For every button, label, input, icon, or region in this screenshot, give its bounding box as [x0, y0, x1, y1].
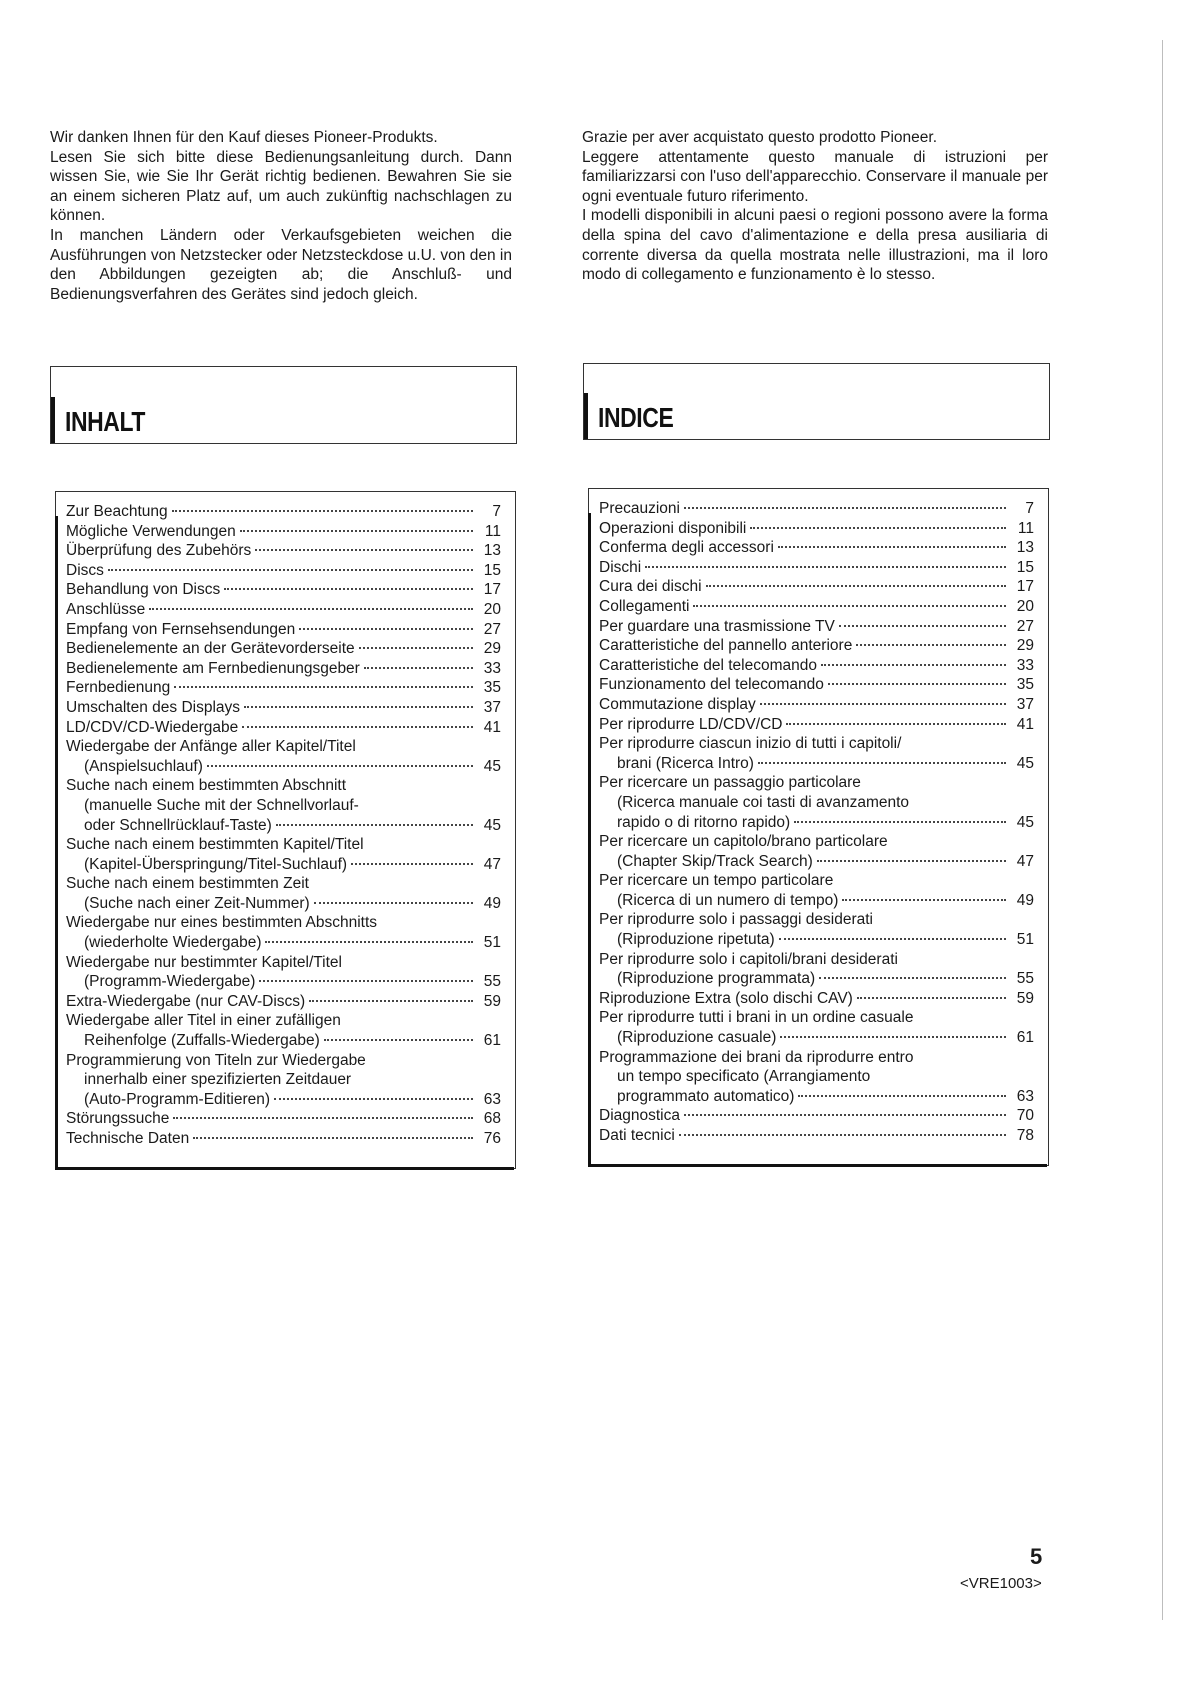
- toc-entry-title: rapido o di ritorno rapido): [617, 813, 791, 831]
- toc-entry-title: Per ricercare un capitolo/brano particolare: [599, 833, 888, 851]
- toc-page-number: 55: [483, 973, 501, 991]
- toc-entry-title: Per ricercare un tempo particolare: [599, 872, 834, 890]
- toc-page-number: 47: [1016, 852, 1034, 870]
- toc-entry-row: [66, 992, 501, 1012]
- toc-entry[interactable]: [599, 715, 1034, 735]
- toc-entry-title: Caratteristiche del pannello anteriore: [599, 637, 853, 655]
- toc-entry-title: oder Schnellrücklauf-Taste): [84, 816, 272, 834]
- toc-entry[interactable]: [599, 832, 1034, 871]
- toc-entry-title: Conferma degli accessori: [599, 539, 774, 557]
- toc-entry-title: brani (Ricerca Intro): [617, 754, 754, 772]
- toc-entry-row: [599, 969, 1034, 989]
- toc-page-number: 55: [1016, 970, 1034, 988]
- toc-page-number: 20: [1016, 597, 1034, 615]
- toc-entry-row: [66, 698, 501, 718]
- toc-page-number: 20: [483, 600, 501, 618]
- dot-leader: [817, 860, 1006, 862]
- toc-entry-title: Technische Daten: [66, 1130, 190, 1147]
- toc-entry[interactable]: [599, 499, 1034, 519]
- toc-entry-title: un tempo specificato (Arrangiamento: [617, 1068, 871, 1086]
- toc-entry-row: [66, 816, 501, 836]
- toc-shadow-horizontal: [55, 1167, 514, 1170]
- toc-entry-title: Programmierung von Titeln zur Wiedergabe: [66, 1051, 366, 1069]
- toc-page-number: 49: [483, 894, 501, 912]
- toc-entry-title: Suche nach einem bestimmten Abschnitt: [66, 777, 347, 795]
- toc-entry-row: [599, 597, 1034, 617]
- toc-page-number: 33: [483, 659, 501, 677]
- toc-list: [599, 499, 1034, 1146]
- toc-entry[interactable]: [599, 577, 1034, 597]
- toc-entry-title: Per riprodurre ciascun inizio di tutti i capitoli/: [599, 735, 902, 753]
- toc-entry-title: Per riprodurre solo i passaggi desiderati: [599, 911, 873, 929]
- intro-paragraph: I modelli disponibili in alcuni paesi o regioni possono avere la forma della spina del cavo d'alimentazione e della presa ausiliaria di corrente diversa da quella mostrata nelle illustrazioni, ma il loro modo di collegamento e funzionamento è lo stesso.: [582, 207, 1048, 284]
- toc-entry-row: [66, 1129, 501, 1149]
- dot-leader: [684, 507, 1006, 509]
- toc-entry-title: Discs: [66, 561, 104, 579]
- toc-shadow-vertical: [55, 516, 58, 1168]
- dot-leader: [324, 1039, 473, 1041]
- toc-entry[interactable]: [66, 953, 501, 992]
- toc-entry-row: [66, 502, 501, 522]
- dot-leader: [750, 527, 1006, 529]
- dot-leader: [255, 549, 473, 551]
- toc-entry-title: Precauzioni: [599, 500, 680, 517]
- toc-entry-title: Extra-Wiedergabe (nur CAV-Discs): [66, 992, 306, 1010]
- toc-entry-title: (Anspielsuchlauf): [84, 757, 203, 775]
- toc-page-number: 27: [483, 620, 501, 638]
- intro-italian: [582, 128, 1048, 285]
- toc-entry-row: [66, 1109, 501, 1129]
- toc-entry[interactable]: [66, 639, 501, 659]
- toc-entry-title: Caratteristiche del telecomando: [599, 656, 817, 674]
- toc-entry-title: Funzionamento del telecomando: [599, 676, 824, 694]
- dot-leader: [274, 1098, 473, 1100]
- toc-entry-title: Programmazione dei brani da riprodurre entro: [599, 1048, 914, 1066]
- toc-entry-row: [599, 538, 1034, 558]
- intro-paragraph: Lesen Sie sich bitte diese Bedienungsanleitung durch. Dann wissen Sie, wie Sie Ihr Gerät richtig bedienen. Bewahren Sie sie an einem sicheren Platz auf, um auch zukünftig nachschlagen zu können.: [50, 148, 512, 225]
- toc-entry-row: [66, 757, 501, 777]
- toc-entry[interactable]: [66, 620, 501, 640]
- toc-entry-title: Überprüfung des Zubehörs: [66, 542, 252, 560]
- toc-entry-row: [66, 659, 501, 679]
- page-number: 5: [1030, 1544, 1043, 1569]
- toc-entry[interactable]: [599, 1126, 1034, 1146]
- toc-entry-title: (Auto-Programm-Editieren): [84, 1090, 271, 1108]
- toc-entry-title: (Riproduzione casuale): [617, 1029, 777, 1047]
- dot-leader: [778, 546, 1006, 548]
- toc-page-number: 15: [1016, 558, 1034, 576]
- toc-german: [55, 491, 516, 1169]
- dot-leader: [706, 585, 1006, 587]
- heading-box-indice: [583, 363, 1050, 440]
- toc-page-number: 45: [1016, 754, 1034, 772]
- toc-entry-row: [66, 522, 501, 542]
- toc-entry-title: Mögliche Verwendungen: [66, 522, 236, 540]
- toc-entry[interactable]: [66, 718, 501, 738]
- dot-leader: [798, 1095, 1006, 1097]
- toc-entry-title: Collegamenti: [599, 597, 690, 615]
- toc-entry-title: Zur Beachtung: [66, 503, 168, 520]
- toc-entry[interactable]: [66, 1109, 501, 1129]
- toc-entry[interactable]: [599, 656, 1034, 676]
- dot-leader: [794, 821, 1006, 823]
- dot-leader: [856, 644, 1006, 646]
- toc-shadow-horizontal: [588, 1164, 1047, 1167]
- dot-leader: [828, 683, 1006, 685]
- toc-entry[interactable]: [66, 502, 501, 522]
- toc-entry-title: Umschalten des Displays: [66, 698, 241, 716]
- toc-entry[interactable]: [599, 910, 1034, 949]
- toc-entry-title: (Riproduzione ripetuta): [617, 931, 775, 949]
- toc-entry[interactable]: [66, 913, 501, 952]
- toc-page-number: 29: [483, 640, 501, 658]
- toc-page-number: 7: [492, 503, 501, 520]
- toc-entry[interactable]: [66, 776, 501, 835]
- heading-box-inhalt: [50, 366, 517, 444]
- toc-entry-row: [66, 561, 501, 581]
- dot-leader: [645, 566, 1006, 568]
- toc-entry[interactable]: [599, 734, 1034, 773]
- dot-leader: [314, 902, 473, 904]
- dot-leader: [276, 824, 473, 826]
- intro-paragraph: Grazie per aver acquistato questo prodotto Pioneer.: [582, 129, 937, 146]
- toc-entry-row: [66, 972, 501, 992]
- toc-entry-title: Riproduzione Extra (solo dischi CAV): [599, 989, 853, 1007]
- dot-leader: [684, 1114, 1006, 1116]
- toc-entry-title: (Riproduzione programmata): [617, 970, 816, 988]
- dot-leader: [173, 1117, 473, 1119]
- dot-leader: [364, 667, 473, 669]
- intro-paragraph: Wir danken Ihnen für den Kauf dieses Pioneer-Produkts.: [50, 129, 438, 146]
- toc-entry[interactable]: [66, 541, 501, 561]
- heading-accent-bar: [51, 397, 55, 443]
- toc-entry-row: [599, 852, 1034, 872]
- toc-entry-title: Wiedergabe nur bestimmter Kapitel/Titel: [66, 953, 342, 971]
- toc-entry-title: Wiedergabe nur eines bestimmten Abschnitts: [66, 914, 378, 932]
- toc-entry-row: [599, 754, 1034, 774]
- toc-entry[interactable]: [599, 989, 1034, 1009]
- toc-entry-title: innerhalb einer spezifizierten Zeitdauer: [84, 1071, 352, 1089]
- toc-entry[interactable]: [599, 558, 1034, 578]
- dot-leader: [779, 938, 1006, 940]
- toc-page-number: 41: [483, 718, 501, 736]
- toc-entry-row: [66, 541, 501, 561]
- dot-leader: [786, 723, 1006, 725]
- dot-leader: [842, 899, 1006, 901]
- toc-entry-row: [599, 1126, 1034, 1146]
- toc-entry-row: [66, 620, 501, 640]
- toc-page-number: 63: [1016, 1087, 1034, 1105]
- toc-entry[interactable]: [66, 1051, 501, 1110]
- toc-entry-title: (manuelle Suche mit der Schnellvorlauf-: [84, 796, 359, 814]
- toc-page-number: 29: [1016, 637, 1034, 655]
- toc-page-number: 49: [1016, 891, 1034, 909]
- toc-page-number: 17: [483, 581, 501, 599]
- toc-page-number: 45: [483, 757, 501, 775]
- toc-entry-title: Dati tecnici: [599, 1127, 675, 1144]
- toc-entry-title: Anschlüsse: [66, 600, 146, 618]
- toc-entry-row: [599, 1028, 1034, 1048]
- dot-leader: [693, 605, 1006, 607]
- toc-entry-title: Bedienelemente am Fernbedienungsgeber: [66, 659, 360, 677]
- toc-page-number: 11: [1017, 519, 1034, 537]
- toc-entry-row: [66, 1090, 501, 1110]
- toc-page-number: 47: [483, 855, 501, 873]
- toc-entry-row: [66, 1031, 501, 1051]
- dot-leader: [172, 510, 473, 512]
- toc-page-number: 13: [483, 542, 501, 560]
- dot-leader: [259, 980, 473, 982]
- toc-entry[interactable]: [66, 678, 501, 698]
- toc-entry-title: (Suche nach einer Zeit-Nummer): [84, 894, 310, 912]
- dot-leader: [821, 664, 1006, 666]
- dot-leader: [780, 1036, 1006, 1038]
- toc-entry-row: [66, 933, 501, 953]
- toc-entry-title: Operazioni disponibili: [599, 519, 747, 537]
- dot-leader: [351, 863, 473, 865]
- toc-entry[interactable]: [599, 695, 1034, 715]
- toc-page-number: 51: [1016, 931, 1034, 949]
- dot-leader: [760, 703, 1006, 705]
- toc-entry-row: [599, 636, 1034, 656]
- toc-entry[interactable]: [599, 519, 1034, 539]
- toc-entry[interactable]: [66, 992, 501, 1012]
- toc-page-number: 7: [1025, 500, 1034, 517]
- dot-leader: [299, 628, 473, 630]
- toc-entry-title: Fernbedienung: [66, 679, 171, 697]
- dot-leader: [309, 1000, 473, 1002]
- toc-entry[interactable]: [66, 835, 501, 874]
- toc-entry-row: [66, 718, 501, 738]
- toc-entry[interactable]: [599, 538, 1034, 558]
- toc-entry-row: [599, 715, 1034, 735]
- toc-page-number: 68: [483, 1110, 501, 1128]
- toc-entry-row: [599, 930, 1034, 950]
- dot-leader: [679, 1134, 1006, 1136]
- toc-entry[interactable]: [66, 737, 501, 776]
- toc-entry-row: [599, 813, 1034, 833]
- toc-entry[interactable]: [66, 659, 501, 679]
- heading-accent-bar: [584, 393, 588, 439]
- toc-entry-row: [66, 639, 501, 659]
- toc-page-number: 37: [1016, 695, 1034, 713]
- toc-page-number: 41: [1016, 715, 1034, 733]
- toc-page-number: 76: [483, 1130, 501, 1147]
- toc-italian: [588, 488, 1049, 1166]
- toc-entry-title: Störungssuche: [66, 1110, 170, 1128]
- toc-page-number: 35: [483, 679, 501, 697]
- toc-entry-title: Diagnostica: [599, 1107, 680, 1125]
- intro-german: [50, 128, 512, 304]
- toc-entry-row: [66, 678, 501, 698]
- toc-page-number: 45: [483, 816, 501, 834]
- intro-paragraph: In manchen Ländern oder Verkaufsgebieten weichen die Ausführungen von Netzstecker oder Netzsteckdose u.U. von den in den Abbildungen gezeigten ab; die Anschluß- und Bedienungsverfahren des Gerätes sind jedoch gleich.: [50, 226, 512, 303]
- toc-entry-row: [599, 891, 1034, 911]
- dot-leader: [108, 569, 473, 571]
- toc-entry-title: Per riprodurre tutti i brani in un ordine casuale: [599, 1009, 914, 1027]
- toc-entry-title: Per guardare una trasmissione TV: [599, 617, 835, 635]
- dot-leader: [758, 762, 1006, 764]
- toc-entry-title: (wiederholte Wiedergabe): [84, 934, 262, 952]
- toc-entry-row: [599, 519, 1034, 539]
- toc-entry[interactable]: [599, 1048, 1034, 1107]
- intro-paragraph: Leggere attentamente questo manuale di istruzioni per familiarizzarsi con l'uso dell'apparecchio. Conservare il manuale per ogni eventuale futuro riferimento.: [582, 148, 1048, 205]
- toc-entry-title: Empfang von Fernsehsendungen: [66, 620, 296, 638]
- dot-leader: [193, 1137, 473, 1139]
- toc-page-number: 61: [483, 1032, 501, 1050]
- dot-leader: [224, 588, 473, 590]
- toc-entry-row: [66, 580, 501, 600]
- toc-entry-row: [599, 577, 1034, 597]
- toc-page-number: 78: [1016, 1127, 1034, 1144]
- toc-entry[interactable]: [599, 871, 1034, 910]
- toc-entry[interactable]: [599, 1106, 1034, 1126]
- toc-entry-title: (Ricerca di un numero di tempo): [617, 891, 839, 909]
- toc-entry-title: Behandlung von Discs: [66, 581, 221, 599]
- dot-leader: [359, 647, 473, 649]
- toc-entry[interactable]: [599, 773, 1034, 832]
- toc-entry-title: Bedienelemente an der Gerätevorderseite: [66, 640, 355, 658]
- toc-entry-title: Wiedergabe der Anfänge aller Kapitel/Titel: [66, 738, 356, 756]
- toc-entry-row: [599, 1106, 1034, 1126]
- toc-entry-row: [599, 1087, 1034, 1107]
- toc-page-number: 70: [1016, 1107, 1034, 1125]
- toc-entry-title: Suche nach einem bestimmten Kapitel/Titel: [66, 836, 364, 854]
- dot-leader: [240, 530, 473, 532]
- toc-entry-title: (Chapter Skip/Track Search): [617, 852, 813, 870]
- toc-entry-title: Wiedergabe aller Titel in einer zufälligen: [66, 1012, 341, 1030]
- toc-entry[interactable]: [599, 597, 1034, 617]
- toc-page-number: 63: [483, 1090, 501, 1108]
- toc-entry-title: (Kapitel-Überspringung/Titel-Suchlauf): [84, 855, 348, 873]
- toc-entry-title: LD/CDV/CD-Wiedergabe: [66, 718, 239, 736]
- toc-entry[interactable]: [66, 874, 501, 913]
- dot-leader: [174, 686, 473, 688]
- dot-leader: [839, 625, 1006, 627]
- toc-page-number: 11: [484, 522, 501, 540]
- toc-entry[interactable]: [66, 1129, 501, 1149]
- document-code: <VRE1003>: [960, 1575, 1042, 1592]
- toc-entry[interactable]: [599, 675, 1034, 695]
- dot-leader: [244, 706, 473, 708]
- toc-entry-row: [599, 558, 1034, 578]
- toc-entry[interactable]: [66, 1011, 501, 1050]
- toc-entry-title: programmato automatico): [617, 1087, 795, 1105]
- toc-entry-row: [599, 499, 1034, 519]
- toc-entry-title: (Programm-Wiedergabe): [84, 973, 256, 991]
- dot-leader: [819, 977, 1006, 979]
- toc-entry-row: [599, 656, 1034, 676]
- toc-page-number: 35: [1016, 676, 1034, 694]
- toc-entry[interactable]: [599, 1008, 1034, 1047]
- toc-entry[interactable]: [599, 636, 1034, 656]
- toc-entry[interactable]: [66, 600, 501, 620]
- toc-entry[interactable]: [66, 561, 501, 581]
- toc-entry[interactable]: [66, 580, 501, 600]
- toc-entry-row: [66, 855, 501, 875]
- toc-page-number: 33: [1016, 656, 1034, 674]
- toc-page-number: 15: [483, 561, 501, 579]
- toc-entry[interactable]: [599, 950, 1034, 989]
- toc-page-number: 37: [483, 698, 501, 716]
- toc-entry-title: Per riprodurre LD/CDV/CD: [599, 715, 783, 733]
- toc-entry-title: (Ricerca manuale coi tasti di avanzamento: [617, 793, 910, 811]
- toc-entry[interactable]: [599, 617, 1034, 637]
- toc-entry-row: [599, 695, 1034, 715]
- toc-page-number: 59: [483, 992, 501, 1010]
- toc-page-number: 59: [1016, 989, 1034, 1007]
- toc-entry[interactable]: [66, 522, 501, 542]
- section-heading: INHALT: [65, 406, 146, 437]
- binding-edge-line: [1162, 40, 1163, 1620]
- toc-entry[interactable]: [66, 698, 501, 718]
- toc-entry-title: Commutazione display: [599, 695, 756, 713]
- toc-entry-row: [599, 675, 1034, 695]
- toc-page-number: 13: [1016, 539, 1034, 557]
- toc-page-number: 51: [483, 934, 501, 952]
- dot-leader: [207, 765, 473, 767]
- toc-entry-title: Suche nach einem bestimmten Zeit: [66, 875, 309, 893]
- toc-page-number: 61: [1016, 1029, 1034, 1047]
- toc-page-number: 27: [1016, 617, 1034, 635]
- toc-entry-title: Reihenfolge (Zuffalls-Wiedergabe): [84, 1032, 320, 1050]
- toc-list: [66, 502, 501, 1149]
- toc-entry-title: Cura dei dischi: [599, 578, 702, 596]
- toc-shadow-vertical: [588, 513, 591, 1165]
- dot-leader: [242, 726, 473, 728]
- toc-entry-row: [599, 989, 1034, 1009]
- toc-page-number: 45: [1016, 813, 1034, 831]
- toc-page-number: 17: [1016, 578, 1034, 596]
- toc-entry-row: [66, 600, 501, 620]
- dot-leader: [857, 997, 1006, 999]
- toc-entry-row: [66, 894, 501, 914]
- toc-entry-title: Dischi: [599, 558, 642, 576]
- dot-leader: [149, 608, 473, 610]
- section-heading: INDICE: [598, 402, 674, 433]
- toc-entry-row: [599, 617, 1034, 637]
- dot-leader: [265, 941, 473, 943]
- toc-entry-title: Per ricercare un passaggio particolare: [599, 774, 861, 792]
- toc-entry-title: Per riprodurre solo i capitoli/brani desiderati: [599, 950, 898, 968]
